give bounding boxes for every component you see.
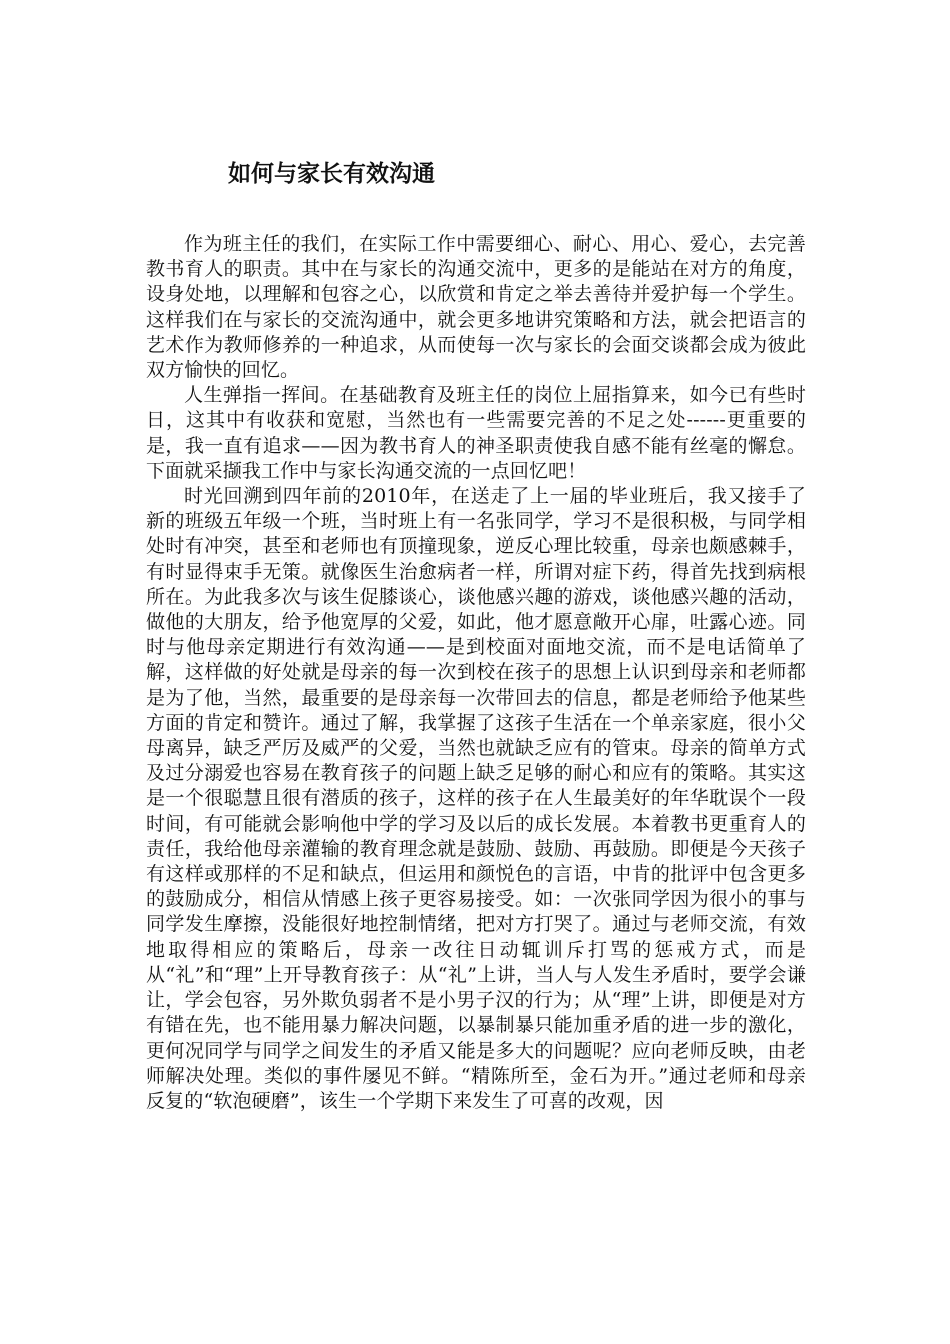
paragraph-reflection: 人生弹指一挥间。在基础教育及班主任的岗位上屈指算来，如今已有些时日，这其中有收获和宽慰，当然也有一些需要完善的不足之处------更重要的是，我一直有追求——因为教书育人的神圣职责使我自感不能有丝毫的懈怠。下面就采撷我工作中与家长沟通交流的一点回忆吧！	[146, 384, 806, 482]
document-title: 如何与家长有效沟通	[228, 160, 435, 187]
paragraph-case-story: 时光回溯到四年前的2010年，在送走了上一届的毕业班后，我又接手了新的班级五年级一个班，当时班上有一名张同学，学习不是很积极，与同学相处时有冲突，甚至和老师也有顶撞现象，逆反心理比较重，母亲也颇感棘手，有时显得束手无策。就像医生治愈病者一样，所谓对症下药，得首先找到病根所在。为此我多次与该生促膝谈心，谈他感兴趣的游戏，谈他感兴趣的活动，做他的大朋友，给予他宽厚的父爱，如此，他才愿意敞开心扉，吐露心迹。同时与他母亲定期进行有效沟通——是到校面对面地交流，而不是电话简单了解，这样做的好处就是母亲的每一次到校在孩子的思想上认识到母亲和老师都是为了他，当然，最重要的是母亲每一次带回去的信息，都是老师给予他某些方面的肯定和赞许。通过了解，我掌握了这孩子生活在一个单亲家庭，很小父母离异，缺乏严厉及威严的父爱，当然也就缺乏应有的管束。母亲的简单方式及过分溺爱也容易在教育孩子的问题上缺乏足够的耐心和应有的策略。其实这是一个很聪慧且很有潜质的孩子，这样的孩子在人生最美好的年华耽误个一段时间，有可能就会影响他中学的学习及以后的成长发展。本着教书更重育人的责任，我给他母亲灌输的教育理念就是鼓励、鼓励、再鼓励。即便是今天孩子有这样或那样的不足和缺点，但运用和颜悦色的言语，中肯的批评中包含更多的鼓励成分，相信从情感上孩子更容易接受。如：一次张同学因为很小的事与同学发生摩擦，没能很好地控制情绪，把对方打哭了。通过与老师交流，有效地取得相应的策略后，母亲一改往日动辄训斥打骂的惩戒方式，而是从“礼”和“理”上开导教育孩子：从“礼”上讲，当人与人发生矛盾时，要学会谦让，学会包容，另外欺负弱者不是小男子汉的行为；从“理”上讲，即便是对方有错在先，也不能用暴力解决问题，以暴制暴只能加重矛盾的进一步的激化，更何况同学与同学之间发生的矛盾又能是多大的问题呢？应向老师反映，由老师解决处理。类似的事件屡见不鲜。“精陈所至，金石为开。”通过老师和母亲反复的“软泡硬磨”，该生一个学期下来发生了可喜的改观，因	[146, 485, 806, 1112]
paragraph-intro: 作为班主任的我们，在实际工作中需要细心、耐心、用心、爱心，去完善教书育人的职责。其中在与家长的沟通交流中，更多的是能站在对方的角度，设身处地，以理解和包容之心，以欣赏和肯定之举去善待并爱护每一个学生。这样我们在与家长的交流沟通中，就会更多地讲究策略和方法，就会把语言的艺术作为教师修养的一种追求，从而使每一次与家长的会面交谈都会成为彼此双方愉快的回忆。	[146, 233, 806, 382]
document-body	[146, 232, 806, 1114]
